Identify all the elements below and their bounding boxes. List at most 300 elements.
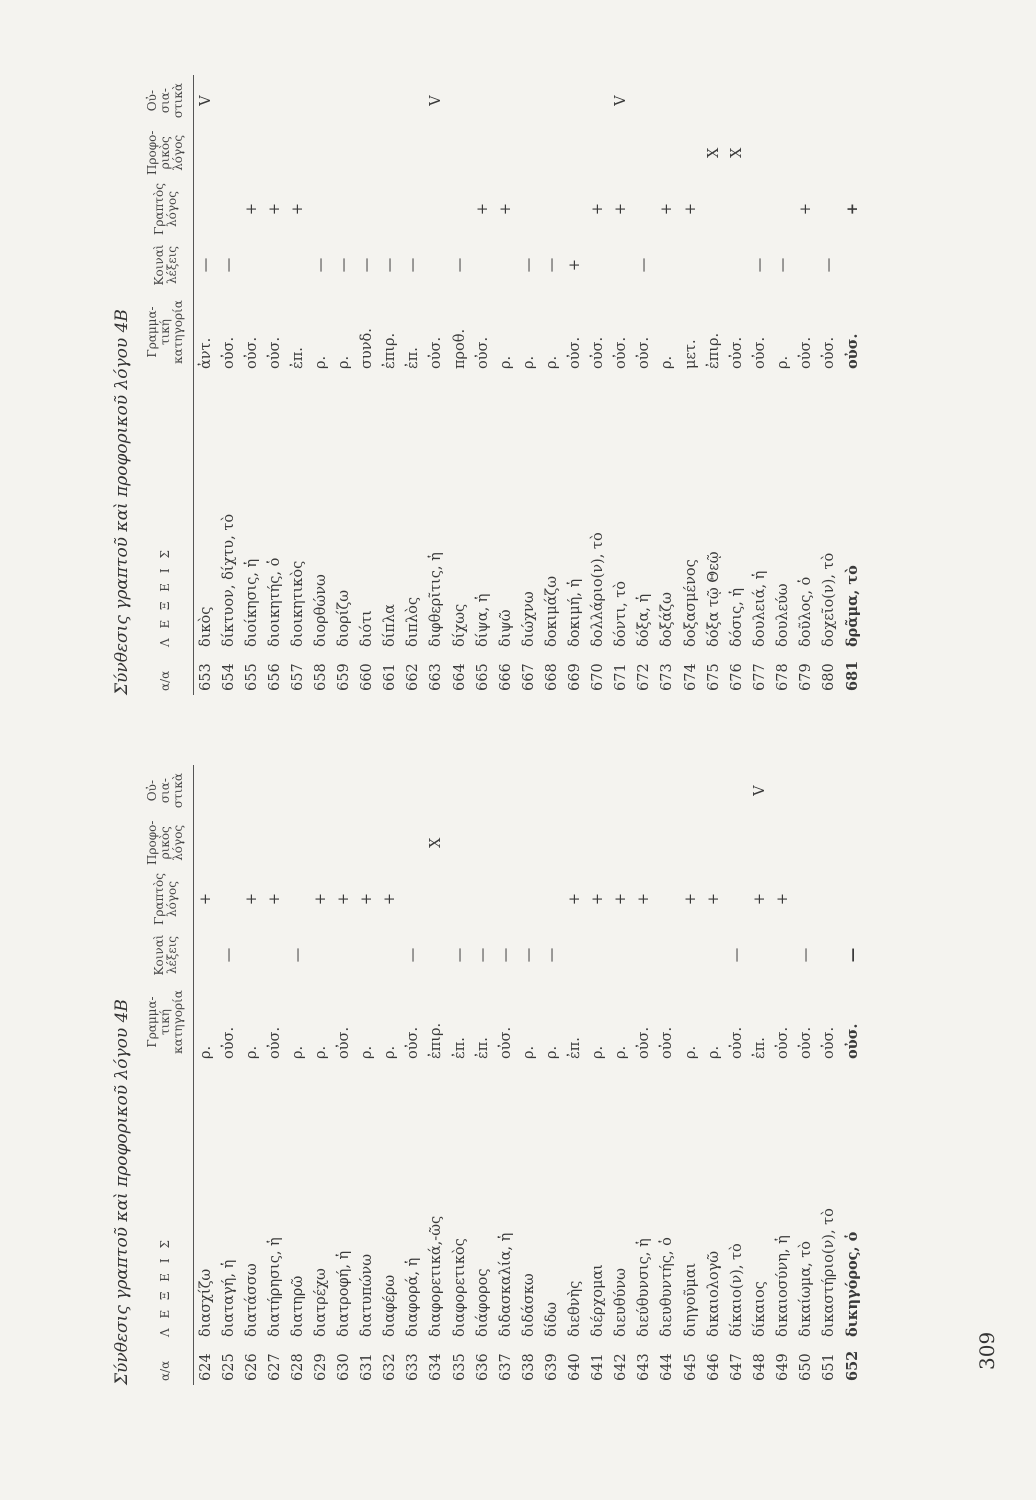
header-written: Γραπτὸς λόγος xyxy=(142,179,194,239)
entry-written-mark: + xyxy=(313,892,330,906)
entry-written-mark xyxy=(379,179,402,239)
entry-noun-mark xyxy=(725,765,748,817)
entry-written-mark: + xyxy=(659,202,676,216)
entry-number: 681 xyxy=(843,660,861,691)
entry-word: διοικητικὸς xyxy=(289,560,306,647)
entry-written-mark xyxy=(217,869,240,929)
entry-noun-mark xyxy=(841,75,864,127)
entry-common-mark xyxy=(564,929,587,981)
entry-word: δοῦλος, ὁ xyxy=(797,576,814,647)
entry-oral-mark xyxy=(379,817,402,869)
entry-category: ἐπιρ. xyxy=(428,1022,445,1059)
entry-category: οὐσ. xyxy=(266,336,283,369)
entry-word: δολλάριο(ν), τὸ xyxy=(590,532,607,647)
entry-category: προθ. xyxy=(451,328,468,369)
entry-word: διφθερῖτις, ἡ xyxy=(428,552,445,647)
entry-noun-mark xyxy=(633,75,656,127)
entry-category: ρ. xyxy=(774,355,791,369)
table-row xyxy=(494,75,517,695)
entry-common-mark: — xyxy=(728,947,745,963)
entry-noun-mark xyxy=(702,75,725,127)
entry-category: ρ. xyxy=(520,355,537,369)
entry-common-mark xyxy=(702,239,725,291)
entry-number: 629 xyxy=(313,1353,330,1381)
entry-common-mark xyxy=(725,239,748,291)
entry-word: διασχίζω xyxy=(197,1268,214,1337)
table-row xyxy=(564,75,587,695)
entry-category: οὐσ. xyxy=(797,336,814,369)
entry-noun-mark xyxy=(794,75,817,127)
entry-written-mark: + xyxy=(567,892,584,906)
entry-written-mark xyxy=(771,179,794,239)
entry-oral-mark xyxy=(517,817,540,869)
entry-common-mark xyxy=(610,239,633,291)
table-row xyxy=(702,765,725,1385)
entry-word: δικαιοσύνη, ἡ xyxy=(774,1235,791,1337)
entry-oral-mark xyxy=(841,127,864,179)
entry-written-mark xyxy=(540,179,563,239)
entry-category: ἀντ. xyxy=(197,337,214,369)
entry-common-mark xyxy=(818,929,841,981)
entry-number: 653 xyxy=(197,663,214,691)
entry-number: 661 xyxy=(382,663,399,691)
table-row xyxy=(794,75,817,695)
entry-category: οὐσ. xyxy=(821,1026,838,1059)
entry-number: 649 xyxy=(774,1353,791,1381)
entry-word: δίχως xyxy=(451,603,468,647)
entry-written-mark xyxy=(286,869,309,929)
entry-noun-mark xyxy=(679,765,702,817)
entry-noun-mark xyxy=(771,765,794,817)
entry-word: διαφέρω xyxy=(382,1274,399,1337)
entry-oral-mark xyxy=(240,127,263,179)
entry-common-mark: — xyxy=(405,257,422,273)
entry-noun-mark xyxy=(702,765,725,817)
entry-common-mark xyxy=(702,929,725,981)
page-number: 309 xyxy=(975,1331,999,1370)
entry-noun-mark xyxy=(333,765,356,817)
entry-oral-mark xyxy=(356,817,379,869)
entry-common-mark xyxy=(771,929,794,981)
entry-oral-mark xyxy=(494,817,517,869)
entry-oral-mark xyxy=(679,817,702,869)
entry-number: 673 xyxy=(659,663,676,691)
entry-category: οὐσ. xyxy=(843,1023,861,1059)
entry-written-mark xyxy=(194,179,218,239)
header-row xyxy=(142,765,194,1385)
entry-oral-mark xyxy=(656,127,679,179)
entry-common-mark xyxy=(656,929,679,981)
entry-oral-mark xyxy=(841,817,864,869)
table-row xyxy=(702,75,725,695)
table-row xyxy=(356,75,379,695)
entry-word: δουλεύω xyxy=(774,583,791,647)
table-row xyxy=(425,75,448,695)
entry-written-mark: + xyxy=(197,892,214,906)
entry-number: 639 xyxy=(543,1353,560,1381)
header-noun: Οὐ-σια-στικὰ xyxy=(142,75,194,127)
table-row xyxy=(794,765,817,1385)
table-row xyxy=(494,765,517,1385)
entry-number: 631 xyxy=(359,1353,376,1381)
entry-category: ρ. xyxy=(543,1045,560,1059)
entry-written-mark xyxy=(794,869,817,929)
entry-number: 678 xyxy=(774,663,791,691)
entry-word: διπλὸς xyxy=(405,597,422,647)
entry-noun-mark: V xyxy=(613,95,630,106)
entry-word: δίπλα xyxy=(382,604,399,647)
entry-number: 638 xyxy=(520,1353,537,1381)
table-row xyxy=(540,75,563,695)
entry-oral-mark xyxy=(748,127,771,179)
entry-word: διέρχομαι xyxy=(590,1264,607,1337)
entry-number: 667 xyxy=(520,663,537,691)
entry-common-mark: — xyxy=(636,257,653,273)
entry-oral-mark xyxy=(794,127,817,179)
entry-oral-mark xyxy=(194,127,218,179)
entry-word: δοκιμή, ἡ xyxy=(567,578,584,647)
entry-word: διατηρῶ xyxy=(289,1275,306,1337)
entry-category: οὐσ. xyxy=(428,336,445,369)
entry-word: δόσις, ἡ xyxy=(728,587,745,647)
entry-category: ρ. xyxy=(313,1045,330,1059)
table-row xyxy=(748,765,771,1385)
entry-category: μετ. xyxy=(682,339,699,369)
entry-common-mark: — xyxy=(220,947,237,963)
entry-noun-mark xyxy=(379,75,402,127)
entry-common-mark xyxy=(309,929,332,981)
entry-oral-mark xyxy=(771,127,794,179)
entry-word: διορίζω xyxy=(336,589,353,647)
entry-oral-mark xyxy=(818,127,841,179)
entry-written-mark: + xyxy=(266,202,283,216)
table-row xyxy=(309,75,332,695)
entry-word: δικὸς xyxy=(197,606,214,647)
entry-word: δίκαιος xyxy=(751,1281,768,1337)
entry-category: οὐσ. xyxy=(336,1026,353,1059)
entry-written-mark: + xyxy=(751,892,768,906)
entry-oral-mark xyxy=(771,817,794,869)
entry-common-mark: — xyxy=(220,257,237,273)
entry-noun-mark xyxy=(263,765,286,817)
entry-written-mark: + xyxy=(774,892,791,906)
entry-noun-mark xyxy=(725,75,748,127)
entry-written-mark xyxy=(656,869,679,929)
entry-common-mark: — xyxy=(520,947,537,963)
entry-common-mark: — xyxy=(843,947,861,963)
entry-common-mark: — xyxy=(405,947,422,963)
entry-written-mark xyxy=(448,179,471,239)
entry-written-mark xyxy=(818,179,841,239)
entry-common-mark: + xyxy=(567,258,584,272)
entry-word: διατρέχω xyxy=(313,1268,330,1337)
entry-common-mark: — xyxy=(543,257,560,273)
table-row xyxy=(610,75,633,695)
entry-common-mark: — xyxy=(451,257,468,273)
table-body xyxy=(194,765,864,1385)
entry-common-mark: — xyxy=(313,257,330,273)
table-row xyxy=(517,765,540,1385)
table-row xyxy=(725,75,748,695)
entry-noun-mark xyxy=(402,75,425,127)
entry-written-mark xyxy=(748,179,771,239)
entry-written-mark xyxy=(564,179,587,239)
entry-written-mark: + xyxy=(590,202,607,216)
lexicon-table-1 xyxy=(142,765,864,1385)
entry-written-mark: + xyxy=(336,892,353,906)
entry-number: 635 xyxy=(451,1353,468,1381)
entry-noun-mark xyxy=(494,75,517,127)
entry-noun-mark xyxy=(263,75,286,127)
header-common: Κοιναὶ λέξεις xyxy=(142,239,194,291)
entry-category: οὐσ. xyxy=(751,336,768,369)
entry-noun-mark xyxy=(818,765,841,817)
entry-category: οὐσ. xyxy=(728,1026,745,1059)
entry-category: ἐπ. xyxy=(567,1037,584,1059)
entry-word: διδάσκω xyxy=(520,1273,537,1337)
entry-category: ἐπ. xyxy=(405,347,422,369)
entry-word: δικαιολογῶ xyxy=(705,1250,722,1337)
entry-common-mark xyxy=(633,929,656,981)
entry-written-mark xyxy=(425,179,448,239)
header-oral: Προφο-ρικὸς λόγος xyxy=(142,127,194,179)
entry-number: 632 xyxy=(382,1353,399,1381)
table-row xyxy=(194,75,218,695)
entry-written-mark: + xyxy=(243,202,260,216)
header-category: Γραμμα-τική κατηγορία xyxy=(142,291,194,373)
entry-oral-mark xyxy=(818,817,841,869)
entry-oral-mark xyxy=(587,817,610,869)
entry-oral-mark: X xyxy=(728,147,745,158)
table-row xyxy=(425,765,448,1385)
entry-noun-mark xyxy=(771,75,794,127)
entry-oral-mark xyxy=(286,127,309,179)
entry-common-mark xyxy=(194,929,218,981)
entry-written-mark xyxy=(702,179,725,239)
entry-word: δίκαιο(ν), τὸ xyxy=(728,1243,745,1337)
entry-written-mark xyxy=(494,869,517,929)
entry-noun-mark xyxy=(356,75,379,127)
entry-word: διοικητής, ὁ xyxy=(266,557,283,647)
entry-category: ἐπιρ. xyxy=(382,332,399,369)
entry-common-mark xyxy=(240,929,263,981)
entry-noun-mark: V xyxy=(428,95,445,106)
entry-common-mark: — xyxy=(474,947,491,963)
table-row xyxy=(217,765,240,1385)
entry-noun-mark xyxy=(309,75,332,127)
entry-category: ρ. xyxy=(313,355,330,369)
entry-noun-mark xyxy=(217,75,240,127)
entry-written-mark xyxy=(448,869,471,929)
entry-word: διορθώνω xyxy=(313,574,330,647)
entry-category: ρ. xyxy=(543,355,560,369)
entry-word: δοξάζω xyxy=(659,592,676,647)
table-row xyxy=(379,75,402,695)
table-row xyxy=(517,75,540,695)
entry-noun-mark xyxy=(540,765,563,817)
entry-common-mark xyxy=(656,239,679,291)
entry-number: 640 xyxy=(567,1353,584,1381)
entry-written-mark: + xyxy=(474,202,491,216)
entry-category: ρ. xyxy=(497,355,514,369)
entry-category: οὐσ. xyxy=(220,1026,237,1059)
entry-oral-mark xyxy=(402,127,425,179)
table-row xyxy=(448,75,471,695)
lexicon-table-2 xyxy=(142,75,864,695)
entry-noun-mark xyxy=(587,765,610,817)
table-row xyxy=(656,765,679,1385)
entry-written-mark xyxy=(517,179,540,239)
entry-number: 659 xyxy=(336,663,353,691)
entry-number: 657 xyxy=(289,663,306,691)
entry-number: 651 xyxy=(821,1353,838,1381)
entry-oral-mark xyxy=(309,817,332,869)
entry-number: 633 xyxy=(405,1353,422,1381)
entry-oral-mark xyxy=(471,127,494,179)
entry-oral-mark xyxy=(286,817,309,869)
entry-number: 646 xyxy=(705,1353,722,1381)
entry-written-mark xyxy=(217,179,240,239)
entry-noun-mark xyxy=(517,765,540,817)
entry-number: 655 xyxy=(243,663,260,691)
entry-number: 664 xyxy=(451,663,468,691)
entry-noun-mark xyxy=(517,75,540,127)
table-row xyxy=(286,75,309,695)
entry-noun-mark xyxy=(448,765,471,817)
entry-written-mark xyxy=(725,869,748,929)
entry-category: ρ. xyxy=(613,1045,630,1059)
entry-oral-mark xyxy=(333,817,356,869)
entry-common-mark xyxy=(471,239,494,291)
entry-category: οὐσ. xyxy=(774,1026,791,1059)
entry-oral-mark xyxy=(748,817,771,869)
entry-written-mark: + xyxy=(613,202,630,216)
entry-number: 662 xyxy=(405,663,422,691)
entry-number: 637 xyxy=(497,1353,514,1381)
table-row xyxy=(771,75,794,695)
table-row xyxy=(841,75,864,695)
entry-word: διατυπώνω xyxy=(359,1253,376,1337)
entry-category: οὐσ. xyxy=(843,333,861,369)
entry-number: 634 xyxy=(428,1353,445,1381)
header-oral: Προφο-ρικὸς λόγος xyxy=(142,817,194,869)
entry-noun-mark xyxy=(679,75,702,127)
table-row xyxy=(587,765,610,1385)
table-row xyxy=(610,765,633,1385)
entry-oral-mark xyxy=(610,817,633,869)
entry-common-mark: — xyxy=(382,257,399,273)
entry-common-mark: — xyxy=(289,947,306,963)
header-noun: Οὐ-σια-στικὰ xyxy=(142,765,194,817)
entry-common-mark xyxy=(425,929,448,981)
entry-common-mark: — xyxy=(543,947,560,963)
entry-common-mark xyxy=(240,239,263,291)
entry-category: ἐπ. xyxy=(451,1037,468,1059)
header-row xyxy=(142,75,194,695)
entry-number: 675 xyxy=(705,663,722,691)
entry-oral-mark xyxy=(679,127,702,179)
entry-word: διευθυντής, ὁ xyxy=(659,1237,676,1337)
entry-word: διατροφή, ἡ xyxy=(336,1250,353,1337)
entry-oral-mark xyxy=(217,817,240,869)
table-row xyxy=(240,75,263,695)
entry-noun-mark: V xyxy=(751,785,768,796)
entry-written-mark: + xyxy=(705,892,722,906)
entry-word: δοκιμάζω xyxy=(543,575,560,647)
entry-number: 650 xyxy=(797,1353,814,1381)
entry-common-mark xyxy=(794,239,817,291)
entry-word: διάφορος xyxy=(474,1268,491,1337)
entry-number: 630 xyxy=(336,1353,353,1381)
entry-oral-mark xyxy=(564,127,587,179)
table-row xyxy=(587,75,610,695)
entry-common-mark xyxy=(356,929,379,981)
entry-word: διψῶ xyxy=(497,609,514,647)
entry-word: διηγοῦμαι xyxy=(682,1262,699,1337)
entry-written-mark: + xyxy=(843,202,861,216)
entry-category: οὐσ. xyxy=(613,336,630,369)
entry-common-mark xyxy=(263,239,286,291)
table-row xyxy=(471,765,494,1385)
entry-noun-mark xyxy=(286,75,309,127)
entry-oral-mark xyxy=(356,127,379,179)
entry-oral-mark xyxy=(540,817,563,869)
entry-noun-mark xyxy=(540,75,563,127)
entry-word: διότι xyxy=(359,610,376,647)
entry-number: 676 xyxy=(728,663,745,691)
entry-common-mark xyxy=(679,929,702,981)
table-row xyxy=(633,765,656,1385)
table-row xyxy=(263,765,286,1385)
table-row xyxy=(333,75,356,695)
entry-number: 660 xyxy=(359,663,376,691)
header-num: α/α xyxy=(142,651,194,695)
entry-oral-mark xyxy=(402,817,425,869)
entry-common-mark: — xyxy=(336,257,353,273)
entry-noun-mark xyxy=(748,75,771,127)
entry-number: 679 xyxy=(797,663,814,691)
table-row xyxy=(841,765,864,1385)
entry-noun-mark xyxy=(471,765,494,817)
header-word: Λ Ε Ξ Ε Ι Σ xyxy=(142,373,194,651)
entry-category: ρ. xyxy=(197,1045,214,1059)
table-body xyxy=(194,75,864,695)
entry-word: δοξασμένος xyxy=(682,559,699,647)
entry-noun-mark xyxy=(564,75,587,127)
entry-word: διευθύνω xyxy=(613,1268,630,1337)
entry-word: διδασκαλία, ἡ xyxy=(497,1232,514,1337)
entry-number: 636 xyxy=(474,1353,491,1381)
entry-noun-mark xyxy=(425,765,448,817)
entry-word: δόξα, ἡ xyxy=(636,593,653,647)
entry-number: 670 xyxy=(590,663,607,691)
entry-category: ρ. xyxy=(382,1045,399,1059)
table-row xyxy=(402,75,425,695)
entry-noun-mark xyxy=(240,765,263,817)
table-row xyxy=(309,765,332,1385)
entry-category: οὐσ. xyxy=(797,1026,814,1059)
entry-category: ρ. xyxy=(520,1045,537,1059)
table-row xyxy=(379,765,402,1385)
entry-category: ρ. xyxy=(359,1045,376,1059)
entry-oral-mark xyxy=(379,127,402,179)
entry-written-mark xyxy=(309,179,332,239)
entry-common-mark: — xyxy=(497,947,514,963)
table-row xyxy=(564,765,587,1385)
entry-number: 668 xyxy=(543,663,560,691)
entry-oral-mark xyxy=(240,817,263,869)
entry-noun-mark xyxy=(610,765,633,817)
